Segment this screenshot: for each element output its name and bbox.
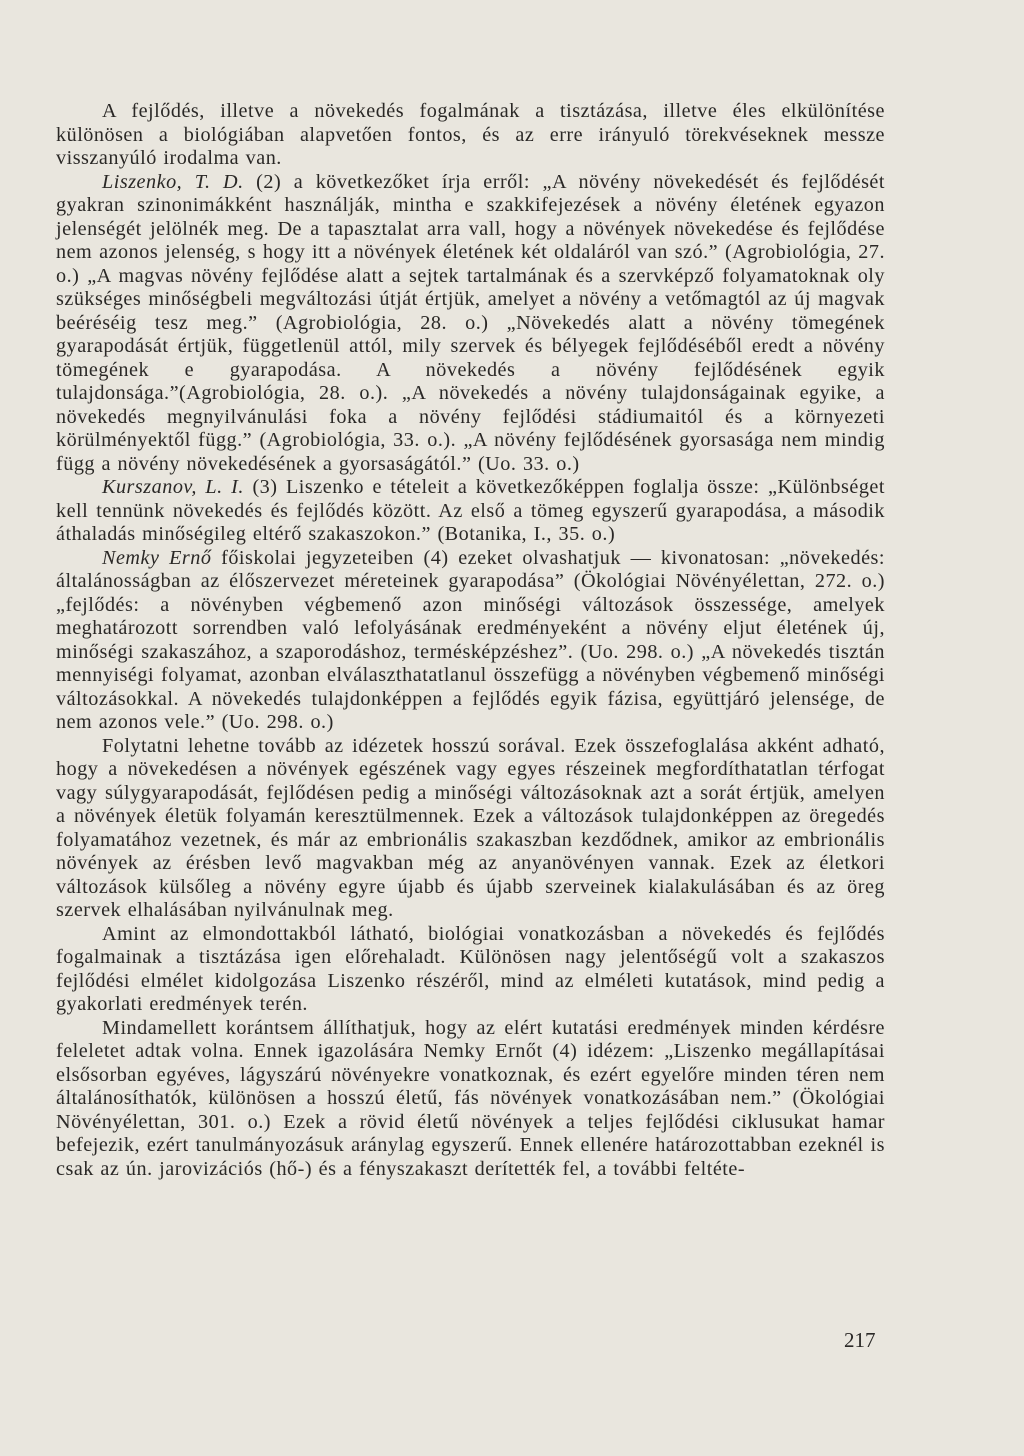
- paragraph-text: főiskolai jegyzeteiben (4) ezeket olvashatjuk — kivonatosan: „növekedés: általánosságban az élőszervezet méreteinek gyarapodása” (Ökológiai Növényélettan, 272. o.) „fejlődés: a növényben végbemenő azon minőségi változások összessége, amelyek meghatározott sorrendben való lefolyásának eredményeként a növény eljut életének új, minőségi szakaszához, a szaporodáshoz, termésképzéshez”. (Uo. 298. o.) „A növekedés tisztán mennyiségi folyamat, azonban elválaszthatatlanul összefügg a növényben végbemenő minőségi változásokkal. A növekedés tulajdonképpen a fejlődés egyik fázisa, együttjáró jelensége, de nem azonos vele.” (Uo. 298. o.): [56, 546, 885, 733]
- paragraph-text: A fejlődés, illetve a növekedés fogalmának a tisztázása, illetve éles elkülönítése különösen a biológiában alapvetően fontos, és az erre irányuló törekvéseknek messze visszanyúló irodalma van.: [56, 100, 885, 169]
- paragraph-text: Amint az elmondottakból látható, biológiai vonatkozásban a növekedés és fejlődés fogalmainak a tisztázása igen előrehaladt. Különösen nagy jelentőségű volt a szakaszos fejlődési elmélet kidolgozása Liszenko részéről, mind az elméleti kutatások, mind pedig a gyakorlati eredmények terén.: [56, 922, 885, 1015]
- body-text: [56, 100, 885, 1181]
- paragraph: [56, 923, 885, 1017]
- paragraph: [56, 547, 885, 735]
- author-name: Kurszanov, L. I.: [102, 476, 244, 498]
- paragraph-text: Mindamellett korántsem állíthatjuk, hogy az elért kutatási eredmények minden kérdésre feleletet adtak volna. Ennek igazolására Nemky Ernőt (4) idézem: „Liszenko megállapításai elsősorban egyéves, lágyszárú növényekre vonatkoznak, és ezért egyelőre minden téren nem általánosíthatók, különösen a hosszú életű, fás növények vonatkozásában nem.” (Ökológiai Növényélettan, 301. o.) Ezek a rövid életű növények a teljes fejlődési ciklusukat hamar befejezik, ezért tanulmányozásuk aránylag egyszerű. Ennek ellenére határozottabban ezeknél is csak az ún. jarovizációs (hő-) és a fényszakaszt derítették fel, a további feltéte-: [56, 1016, 885, 1180]
- paragraph-text: (3) Liszenko e tételeit a következőképpen foglalja össze: „Különbséget kell tennünk növekedés és fejlődés között. Az első a tömeg egyszerű gyarapodása, a második áthaladás minőségileg eltérő szakaszokon.” (Botanika, I., 35. o.): [56, 476, 885, 545]
- author-name: Nemky Ernő: [102, 546, 212, 569]
- paragraph: [56, 100, 885, 171]
- paragraph: [56, 1017, 885, 1182]
- paragraph: [56, 171, 885, 477]
- page-number: 217: [844, 1328, 876, 1352]
- paragraph: [56, 476, 885, 547]
- paragraph-text: Folytatni lehetne tovább az idézetek hosszú sorával. Ezek összefoglalása akként adható, hogy a növekedésen a növények egészének vagy egyes részeinek megfordíthatatlan térfogat vagy súlygyarapodását, fejlődésen pedig a minőségi változásoknak azt a sorát értjük, amelyen a növények életük folyamán keresztülmennek. Ezek a változások tulajdonképpen az öregedés folyamatához vezetnek, és már az embrionális szakaszban kezdődnek, amikor az embrionális növények az érésben levő magvakban még az anyanövényen vannak. Ezek az életkori változások külsőleg a növény egyre újabb és újabb szerveinek kialakulásában és az öreg szervek elhalásában nyilvánulnak meg.: [56, 734, 885, 921]
- paragraph: [56, 735, 885, 923]
- author-name: Liszenko, T. D.: [102, 170, 244, 193]
- paragraph-text: (2) a következőket írja erről: „A növény növekedését és fejlődését gyakran szinonimákként használják, mintha e szakkifejezések a növény életének egyazon jelenségét jelölnék meg. De a tapasztalat arra vall, hogy a növények növekedése és fejlődése nem azonos jelenség, s hogy itt a növények életének két oldaláról van szó.” (Agrobiológia, 27. o.) „A magvas növény fejlődése alatt a sejtek tartalmának és a szervképző folyamatoknak oly szükséges minőségbeli megváltozási útját értjük, amelyet a növény a vetőmagtól az új magvak beéréséig tesz meg.” (Agrobiológia, 28. o.) „Növekedés alatt a növény tömegének gyarapodását értjük, függetlenül attól, mily szervek és bélyegek fejlődéséből eredt a növény tömegének e gyarapodása. A növekedés a növény fejlődésének egyik tulajdonsága.”(Agrobiológia, 28. o.). „A növekedés a növény tulajdonságainak egyike, a növekedés megnyilvánulási foka a növény fejlődési stádiumaitól és a környezeti körülményektől függ.” (Agrobiológia, 33. o.). „A növény fejlődésének gyorsasága nem mindig függ a növény növekedésének a gyorsaságától.” (Uo. 33. o.): [56, 170, 886, 475]
